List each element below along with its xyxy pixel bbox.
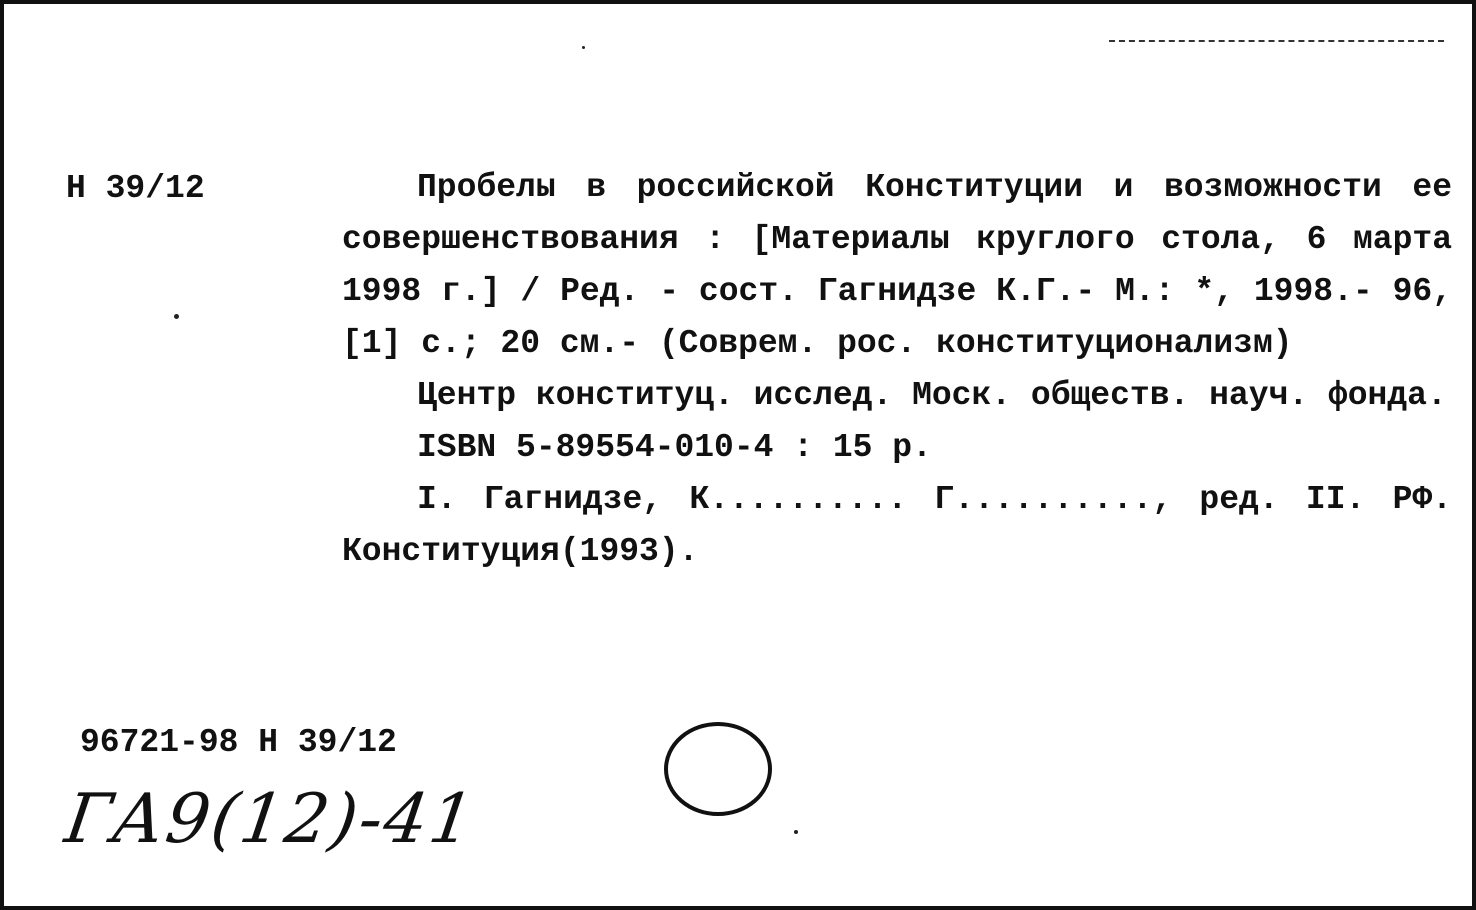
organization-paragraph: Центр конституц. исслед. Моск. обществ. науч. фонда. bbox=[417, 377, 1447, 414]
handwritten-classification: ГА9(12)-41 bbox=[60, 780, 481, 859]
speck-mark bbox=[174, 314, 179, 319]
punch-hole-circle bbox=[660, 718, 776, 820]
title-paragraph: Пробелы в российской Конституции и возможности ее совершенствования : [Материалы круглого стола, 6 марта 1998 г.] / Ред. - сост. Гагнидзе К.Г.- М.: *, 1998.- 96, [1] с.; 20 см.- (Соврем. рос. конституционализм) bbox=[342, 169, 1452, 362]
shelf-mark: Н 39/12 bbox=[66, 170, 205, 207]
speck-mark bbox=[582, 46, 585, 49]
speck-mark bbox=[794, 830, 798, 834]
isbn-paragraph: ISBN 5-89554-010-4 : 15 р. bbox=[417, 429, 932, 466]
reference-line: 96721-98 Н 39/12 bbox=[80, 724, 397, 761]
bibliographic-description bbox=[342, 162, 1452, 578]
tracings-paragraph: I. Гагнидзе, К.......... Г.........., ред. II. РФ. Конституция(1993). bbox=[342, 481, 1452, 570]
top-dashed-rule bbox=[1109, 40, 1444, 42]
